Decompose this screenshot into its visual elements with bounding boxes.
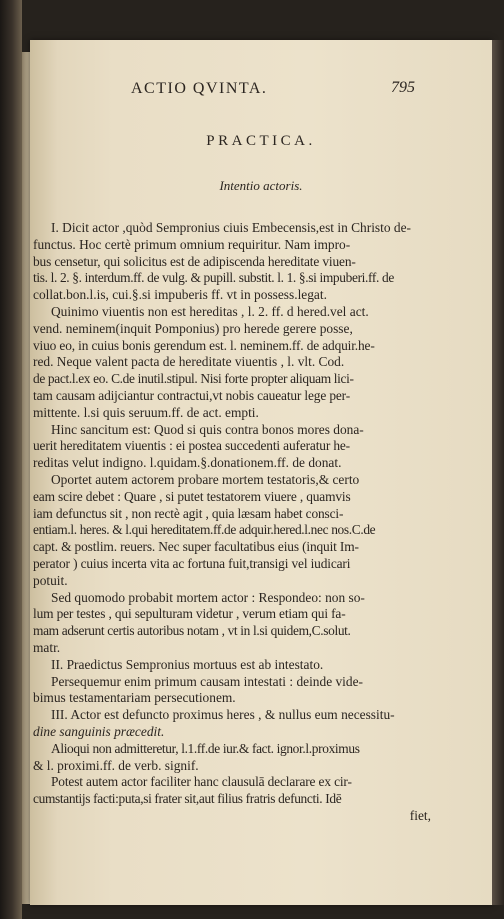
text-line: reditas velut indigno. l.quidam.§.donationem.ff. de donat. <box>33 455 342 471</box>
text-line: III. Actor est defuncto proximus heres , & nullus eum necessitu- <box>51 707 395 723</box>
text-line: Potest autem actor faciliter hanc clausulā declarare ex cir- <box>51 774 352 790</box>
page-header <box>30 80 492 104</box>
text-line: bimus testamentariam persecutionem. <box>33 690 236 706</box>
section-subtitle: Intentio actoris. <box>219 178 303 193</box>
text-line: tis. l. 2. §. interdum.ff. de vulg. & pupill. substit. l. 1. §.si impuberi.ff. de <box>33 270 394 286</box>
text-line: red. Neque valent pacta de hereditate viuentis , l. vlt. Cod. <box>33 354 345 370</box>
text-line: Oportet autem actorem probare mortem testatoris,& certo <box>51 471 360 487</box>
text-line: Alioqui non admitteretur, l.1.ff.de iur.& fact. ignor.l.proximus <box>51 740 360 756</box>
text-line: tam causam adijciantur contractui,vt nobis caueatur lege per- <box>33 387 351 403</box>
text-line: cumstantijs facti:puta,si frater sit,aut filius fratris defuncti. Idē <box>33 791 342 807</box>
section-title: PRACTICA. <box>206 133 316 149</box>
text-line: viuo eo, in cuius bonis gerendum est. l. neminem.ff. de adquir.he- <box>33 337 375 353</box>
page-number: 795 <box>391 79 415 96</box>
text-line: uerit hereditatem viuentis : ei postea succedenti auferatur he- <box>33 438 350 454</box>
text-line: I. Dicit actor ,quòd Sempronius ciuis Embecensis,est in Christo de- <box>51 220 411 235</box>
book-page <box>30 40 492 905</box>
text-line: functus. Hoc certè primum omnium requiritur. Nam impro- <box>33 236 351 252</box>
text-line: mittente. l.si quis seruum.ff. de act. empti. <box>33 404 259 420</box>
text-line: entiam.l. heres. & l.qui hereditatem.ff.de adquir.hered.l.nec nos.C.de <box>33 522 376 538</box>
text-line: potuit. <box>33 572 68 588</box>
text-line: Hinc sancitum est: Quod si quis contra bonos mores dona- <box>51 421 364 437</box>
running-title: ACTIO QVINTA. <box>131 80 268 97</box>
page-edge-shadow <box>492 40 504 905</box>
text-line: matr. <box>33 639 61 655</box>
body-text <box>33 220 437 825</box>
text-line: Sed quomodo probabit mortem actor : Respondeo: non so- <box>51 589 365 605</box>
text-line: iam defunctus sit , non rectè agit , quia læsam habet consci- <box>33 505 344 521</box>
text-line: & l. proximi.ff. de verb. signif. <box>33 757 199 773</box>
text-line: mam adserunt certis autoribus notam , vt in l.si quidem,C.solut. <box>33 623 351 639</box>
text-line: vend. neminem(inquit Pomponius) pro herede gerere posse, <box>33 320 353 336</box>
text-line: perator ) cuius incerta vita ac fortuna fuit,transigi vel iudicari <box>33 555 351 571</box>
text-line: fiet, <box>409 807 431 823</box>
text-line: collat.bon.l.is, cui.§.si impuberis ff. vt in possess.legat. <box>33 287 327 303</box>
book-spine-shadow <box>0 0 22 919</box>
text-line: de pact.l.ex eo. C.de inutil.stipul. Nisi forte propter aliquam lici- <box>33 371 354 387</box>
text-line: bus censetur, qui solicitus est de adipiscenda hereditate viuen- <box>33 253 356 269</box>
text-line: Quinimo viuentis non est hereditas , l. 2. ff. d hered.vel act. <box>51 303 369 319</box>
text-line: Persequemur enim primum causam intestati : deinde vide- <box>51 673 363 689</box>
text-line: capt. & postlim. reuers. Nec super facultatibus eius (inquit Im- <box>33 539 359 555</box>
text-line: lum per testes , qui sepulturam videtur , verum etiam qui fa- <box>33 606 346 622</box>
text-line: dine sanguinis præcedit. <box>33 723 165 739</box>
text-line: eam scire debet : Quare , si putet testatorem viuere , quamvis <box>33 488 351 504</box>
text-line: II. Praedictus Sempronius mortuus est ab intestato. <box>51 656 324 672</box>
